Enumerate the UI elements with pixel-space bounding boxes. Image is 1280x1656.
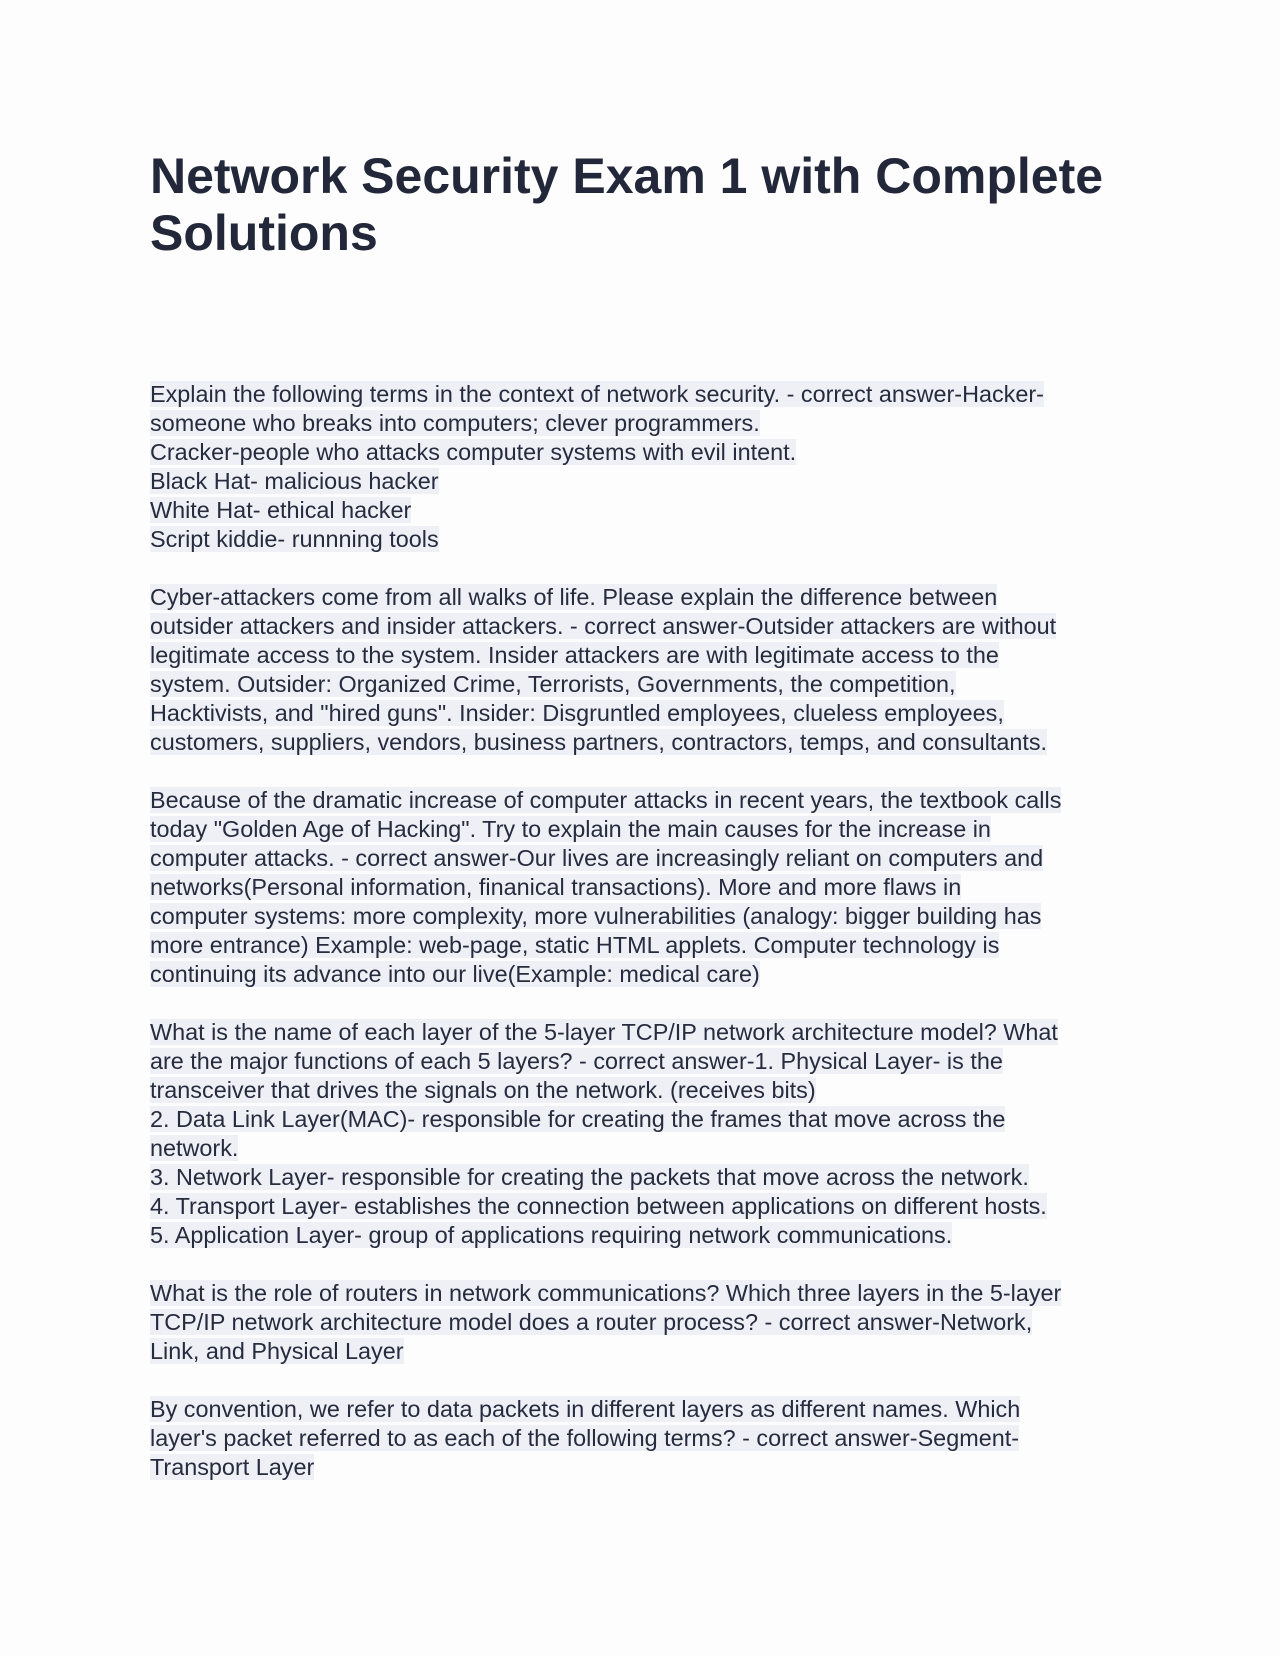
qa-item-golden-age — [150, 786, 1150, 989]
text-line: system. Outsider: Organized Crime, Terrorists, Governments, the competition, — [150, 671, 956, 697]
text-line: Cyber-attackers come from all walks of life. Please explain the difference between — [150, 584, 998, 610]
text-line: computer systems: more complexity, more vulnerabilities (analogy: bigger building has — [150, 903, 1042, 929]
document-title: Network Security Exam 1 with Complete Solutions — [150, 148, 1104, 261]
text-line: are the major functions of each 5 layers? - correct answer-1. Physical Layer- is the — [150, 1048, 1003, 1074]
text-line: more entrance) Example: web-page, static HTML applets. Computer technology is — [150, 932, 1000, 958]
text-line: Hacktivists, and "hired guns". Insider: Disgruntled employees, clueless employees, — [150, 700, 1004, 726]
text-line: networks(Personal information, finanical transactions). More and more flaws in — [150, 874, 962, 900]
text-line: TCP/IP network architecture model does a router process? - correct answer-Network, — [150, 1309, 1033, 1335]
text-line: legitimate access to the system. Insider attackers are with legitimate access to the — [150, 642, 999, 668]
text-line: Explain the following terms in the context of network security. - correct answer-Hacker- — [150, 381, 1044, 407]
text-line: Because of the dramatic increase of computer attacks in recent years, the textbook calls — [150, 787, 1062, 813]
text-line: What is the name of each layer of the 5-layer TCP/IP network architecture model? What — [150, 1019, 1058, 1045]
qa-item-attackers — [150, 583, 1150, 757]
text-line: computer attacks. - correct answer-Our lives are increasingly reliant on computers and — [150, 845, 1044, 871]
text-line: What is the role of routers in network communications? Which three layers in the 5-layer — [150, 1280, 1062, 1306]
text-line: Cracker-people who attacks computer systems with evil intent. — [150, 439, 797, 465]
text-line: today "Golden Age of Hacking". Try to explain the main causes for the increase in — [150, 816, 991, 842]
qa-item-terms — [150, 380, 1150, 554]
text-line: someone who breaks into computers; clever programmers. — [150, 410, 760, 436]
text-line: Link, and Physical Layer — [150, 1338, 404, 1364]
qa-item-routers — [150, 1279, 1150, 1366]
text-line: 4. Transport Layer- establishes the connection between applications on different hosts. — [150, 1193, 1047, 1219]
text-line: 2. Data Link Layer(MAC)- responsible for creating the frames that move across the — [150, 1106, 1006, 1132]
text-line: Black Hat- malicious hacker — [150, 468, 439, 494]
text-line: layer's packet referred to as each of the following terms? - correct answer-Segment- — [150, 1425, 1019, 1451]
text-line: White Hat- ethical hacker — [150, 497, 412, 523]
text-line: transceiver that drives the signals on the network. (receives bits) — [150, 1077, 816, 1103]
text-line: 3. Network Layer- responsible for creating the packets that move across the network. — [150, 1164, 1029, 1190]
text-line: outsider attackers and insider attackers. - correct answer-Outsider attackers are without — [150, 613, 1057, 639]
qa-item-tcp-ip-layers — [150, 1018, 1150, 1250]
text-line: 5. Application Layer- group of applications requiring network communications. — [150, 1222, 953, 1248]
text-line: Transport Layer — [150, 1454, 315, 1480]
text-line: network. — [150, 1135, 239, 1161]
qa-item-packet-names — [150, 1395, 1150, 1482]
document-body — [150, 380, 1150, 1511]
text-line: Script kiddie- runnning tools — [150, 526, 439, 552]
text-line: customers, suppliers, vendors, business partners, contractors, temps, and consultants. — [150, 729, 1048, 755]
text-line: By convention, we refer to data packets in different layers as different names. Which — [150, 1396, 1021, 1422]
text-line: continuing its advance into our live(Example: medical care) — [150, 961, 760, 987]
